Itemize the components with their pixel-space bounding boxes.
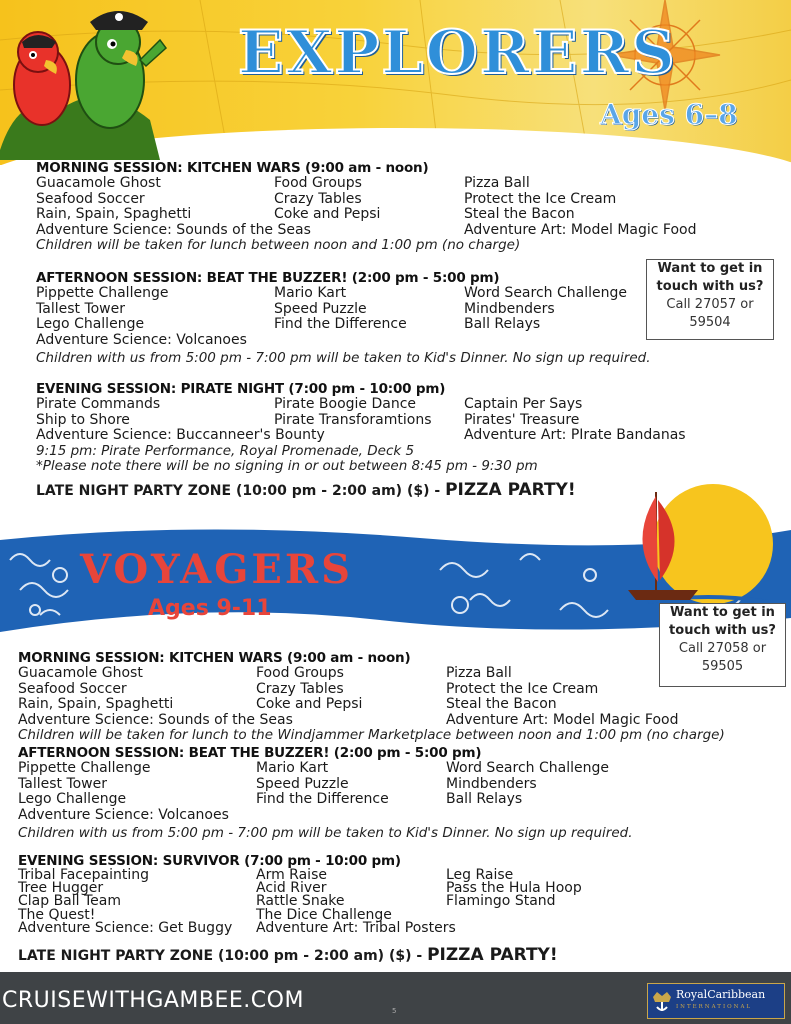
- contact-heading: Want to get in: [657, 261, 763, 276]
- logo-name: RoyalCaribbean: [676, 988, 766, 1001]
- late-night-label: LATE NIGHT PARTY ZONE (10:00 pm - 2:00 am) ($) -: [36, 483, 446, 499]
- session-title: EVENING SESSION: SURVIVOR (7:00 pm - 10:00 pm): [18, 853, 401, 869]
- activity: Captain Per Says: [464, 396, 583, 412]
- activity: Adventure Science: Buccanneer's Bounty: [36, 427, 325, 444]
- activity: Speed Puzzle: [256, 775, 349, 792]
- activity: [446, 909, 706, 922]
- activity: Coke and Pepsi: [274, 206, 381, 223]
- activity: Mario Kart: [256, 760, 329, 776]
- activity: Flamingo Stand: [446, 893, 556, 910]
- activity: Seafood Soccer: [18, 680, 127, 697]
- activity: Adventure Art: Model Magic Food: [446, 711, 679, 728]
- activity: Protect the Ice Cream: [464, 190, 617, 207]
- activity: The Quest!: [18, 906, 96, 923]
- activity: Adventure Art: Tribal Posters: [256, 919, 456, 936]
- voyagers-morning-session: [18, 650, 725, 744]
- activity: Rattle Snake: [256, 893, 345, 910]
- activity-grid: [36, 286, 724, 348]
- contact-phone: Call 27057 or: [666, 297, 754, 312]
- activity: Adventure Science: Volcanoes: [36, 331, 247, 348]
- activity: [256, 808, 446, 824]
- session-note: 9:15 pm: Pirate Performance, Royal Promenade, Deck 5: [36, 442, 415, 459]
- explorers-title: EXPLORERS: [238, 18, 677, 88]
- activity: Pizza Ball: [464, 175, 530, 191]
- page-number: 5: [392, 1007, 397, 1015]
- royal-caribbean-logo: [647, 983, 785, 1019]
- sun-sailboat-icon: [618, 482, 778, 612]
- activity: Adventure Science: Get Buggy: [18, 919, 233, 936]
- contact-phone: Call 27058 or: [678, 641, 767, 656]
- activity: Pirates' Treasure: [464, 411, 580, 428]
- activity: Ball Relays: [446, 791, 523, 808]
- activity: Find the Difference: [256, 791, 389, 808]
- activity: Ship to Shore: [36, 411, 130, 428]
- activity: Tribal Facepainting: [18, 867, 149, 883]
- activity-grid: [18, 666, 725, 728]
- voyagers-ages: Ages 9-11: [148, 596, 272, 621]
- session-note: Children will be taken for lunch to the Windjammer Marketplace between noon and 1:00 pm (no charge): [18, 727, 725, 744]
- contact-heading: touch with us?: [669, 623, 776, 638]
- activity-grid: [36, 397, 724, 444]
- activity: [274, 428, 464, 444]
- activity: Adventure Art: Model Magic Food: [464, 221, 697, 238]
- activity: Rain, Spain, Spaghetti: [36, 206, 192, 223]
- contact-phone: 59505: [701, 659, 744, 674]
- activity: Pirate Commands: [36, 396, 161, 412]
- session-note: Children will be taken for lunch between noon and 1:00 pm (no charge): [36, 237, 521, 254]
- activity: Acid River: [256, 880, 327, 897]
- contact-heading: touch with us?: [656, 279, 764, 294]
- activity: Food Groups: [274, 175, 362, 191]
- explorers-afternoon-session: [36, 270, 724, 367]
- activity: Find the Difference: [274, 316, 407, 333]
- activity: Adventure Science: Sounds of the Seas: [36, 221, 311, 238]
- activity: Rain, Spain, Spaghetti: [18, 696, 174, 713]
- voyagers-late-night: [18, 945, 558, 965]
- activity: Mindbenders: [464, 300, 555, 317]
- session-title: MORNING SESSION: KITCHEN WARS (9:00 am - noon): [36, 160, 429, 176]
- activity: [446, 808, 706, 824]
- activity: Steal the Bacon: [464, 206, 575, 223]
- session-title: AFTERNOON SESSION: BEAT THE BUZZER! (2:00 pm - 5:00 pm): [18, 745, 482, 761]
- activity: Seafood Soccer: [36, 190, 145, 207]
- activity: Guacamole Ghost: [36, 175, 161, 191]
- contact-phone: 59504: [689, 315, 731, 330]
- activity: Adventure Science: Sounds of the Seas: [18, 711, 293, 728]
- activity-grid: [18, 761, 706, 823]
- activity: Leg Raise: [446, 867, 514, 883]
- activity-grid: [36, 176, 724, 238]
- activity: [274, 333, 464, 349]
- explorers-ages: Ages 6–8: [600, 98, 738, 131]
- late-night-highlight: PIZZA PARTY!: [427, 945, 558, 965]
- activity: Mindbenders: [446, 775, 537, 792]
- session-note: Children with us from 5:00 pm - 7:00 pm will be taken to Kid's Dinner. No sign up required.: [36, 350, 651, 367]
- activity: Ball Relays: [464, 316, 541, 333]
- activity: Arm Raise: [256, 867, 327, 883]
- explorers-morning-session: [36, 160, 724, 254]
- logo-text: [676, 989, 765, 1013]
- activity: Adventure Science: Volcanoes: [18, 806, 229, 823]
- activity: Pizza Ball: [446, 665, 512, 681]
- parrot-mascots-icon: [0, 0, 170, 160]
- activity: Guacamole Ghost: [18, 665, 143, 681]
- activity: Clap Ball Team: [18, 893, 121, 910]
- activity: Mario Kart: [274, 285, 347, 301]
- activity: Pass the Hula Hoop: [446, 880, 582, 897]
- activity: Speed Puzzle: [274, 300, 367, 317]
- session-title: MORNING SESSION: KITCHEN WARS (9:00 am - noon): [18, 650, 411, 666]
- activity: Pirate Transforamtions: [274, 411, 432, 428]
- session-title: AFTERNOON SESSION: BEAT THE BUZZER! (2:00 pm - 5:00 pm): [36, 270, 500, 286]
- activity: Pirate Boogie Dance: [274, 396, 417, 412]
- activity: Protect the Ice Cream: [446, 680, 599, 697]
- activity: Steal the Bacon: [446, 696, 557, 713]
- activity: Crazy Tables: [274, 190, 362, 207]
- activity: Word Search Challenge: [464, 285, 627, 301]
- session-note: *Please note there will be no signing in or out between 8:45 pm - 9:30 pm: [36, 458, 538, 475]
- activity: [256, 713, 446, 729]
- activity: Word Search Challenge: [446, 760, 609, 776]
- logo-subtitle: INTERNATIONAL: [676, 1004, 753, 1010]
- activity: Lego Challenge: [18, 791, 127, 808]
- activity: Lego Challenge: [36, 316, 145, 333]
- activity: [274, 223, 464, 239]
- activity: Food Groups: [256, 665, 344, 681]
- voyagers-evening-session: [18, 853, 706, 935]
- voyagers-title: VOYAGERS: [80, 546, 353, 593]
- activity: The Dice Challenge: [256, 906, 392, 923]
- activity: Coke and Pepsi: [256, 696, 363, 713]
- voyagers-afternoon-session: [18, 745, 706, 842]
- explorers-late-night: [36, 480, 576, 500]
- session-note: Children with us from 5:00 pm - 7:00 pm will be taken to Kid's Dinner. No sign up required.: [18, 825, 633, 842]
- crown-anchor-icon: [648, 985, 676, 1017]
- activity: Crazy Tables: [256, 680, 344, 697]
- activity-grid: [18, 869, 706, 935]
- late-night-highlight: PIZZA PARTY!: [445, 480, 576, 500]
- contact-heading: Want to get in: [670, 605, 775, 620]
- late-night-label: LATE NIGHT PARTY ZONE (10:00 pm - 2:00 am) ($) -: [18, 948, 428, 964]
- activity: Tallest Tower: [18, 775, 107, 792]
- activity: Adventure Art: PIrate Bandanas: [464, 427, 686, 444]
- session-title: EVENING SESSION: PIRATE NIGHT (7:00 pm - 10:00 pm): [36, 381, 446, 397]
- activity: Tree Hugger: [18, 880, 104, 897]
- activity: Pippette Challenge: [18, 760, 151, 776]
- site-watermark: CRUISEWITHGAMBEE.COM: [2, 988, 304, 1013]
- explorers-evening-session: [36, 381, 724, 475]
- explorers-contact-box: [646, 259, 774, 340]
- activity: Tallest Tower: [36, 300, 125, 317]
- activity: Pippette Challenge: [36, 285, 169, 301]
- activity: [446, 922, 706, 935]
